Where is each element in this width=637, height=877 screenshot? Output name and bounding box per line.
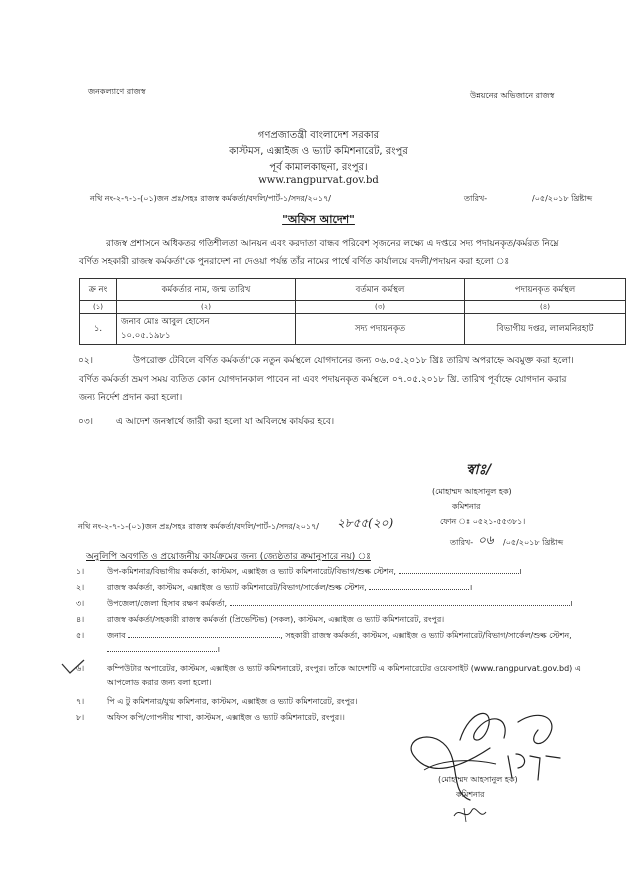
sig1-designation: কমিশনার bbox=[452, 502, 481, 511]
ref-number: নথি নং-২-৭-১-(০১)জন প্রঃ/সহঃ রাজস্ব কর্মকর্তা/বদলি/পার্ট-১/সদর/২০১৭/ bbox=[90, 194, 331, 203]
copy-text-8: অফিস কপি/গোপনীয় শাখা, কাস্টমস, এক্সাইজ ও ভ্যাট কমিশনারেট, রংপুর।। bbox=[107, 713, 345, 722]
table-header-row bbox=[80, 279, 626, 301]
ref-date-value: /০৫/২০১৮ খ্রিষ্টাব্দ bbox=[532, 194, 593, 203]
sig2-name: (মোহাম্মদ আহসানুল হক) bbox=[438, 775, 518, 784]
table-row bbox=[80, 314, 626, 345]
signature-mark: স্বাঃ/ bbox=[466, 462, 492, 478]
office-address: পূর্ব কামালকাছনা, রংপুর। bbox=[269, 162, 368, 173]
col-header-sl: ক্র নং bbox=[80, 279, 117, 301]
copy-num-4: ৪। bbox=[76, 615, 85, 624]
copy-heading: অনুলিপি অবগতি ও প্রয়োজনীয় কার্যক্রমের জন্য (জ্যেষ্ঠতার ক্রমানুসারে নয়) ঃ bbox=[86, 552, 371, 562]
ref2-date-label: তারিখ- bbox=[450, 538, 474, 547]
col-header-posted: পদায়নকৃত কর্মস্থল bbox=[465, 279, 626, 301]
order-title: "অফিস আদেশ" bbox=[282, 213, 355, 226]
initials-scribble-icon bbox=[450, 804, 490, 824]
copy-num-6: ৬। bbox=[76, 664, 85, 673]
col-num-2: (২) bbox=[117, 301, 296, 314]
copy-text-2: রাজস্ব কর্মকর্তা, কাস্টমস, এক্সাইজ ও ভ্যাট কমিশনারেট/বিভাগ/সার্কেল/শুল্ক স্টেশন, । bbox=[107, 583, 473, 592]
top-left-slogan: জনকল্যাণে রাজস্ব bbox=[88, 87, 146, 96]
para3-text: এ আদেশ জনস্বার্থে জারী করা হলো যা অবিলম্বে কার্যকর হবে। bbox=[116, 417, 335, 427]
copy-num-5: ৫। bbox=[76, 631, 85, 640]
intro-line-2: বর্ণিত সহকারী রাজস্ব কর্মকর্তা'কে পুনরাদেশ না দেওয়া পর্যন্ত তাঁর নামের পার্শ্বে বর্ণিত কার্যালয়ে বদলী/পদায়ন করা হলো ঃ bbox=[79, 257, 510, 267]
copy-text-3: উপজেলা/জেলা হিসাব রক্ষণ কর্মকর্তা, । bbox=[107, 599, 573, 608]
copy-text-5-cont: । bbox=[107, 644, 220, 655]
copy-text-4: রাজস্ব কর্মকর্তা/সহকারী রাজস্ব কর্মকর্তা (প্রিভেন্টিভ) (সকল), কাস্টমস, এক্সাইজ ও ভ্যাট কমিশনারেট, রংপুর। bbox=[107, 615, 445, 624]
website: www.rangpurvat.gov.bd bbox=[258, 175, 379, 186]
govt-name: গণপ্রজাতন্ত্রী বাংলাদেশ সরকার bbox=[257, 130, 380, 141]
copy-num-7: ৭। bbox=[76, 697, 85, 706]
copy-text-6-line-2: আপলোড করার জন্য বলা হলো। bbox=[107, 678, 212, 687]
col-num-1: (১) bbox=[80, 301, 117, 314]
ref2-number: নথি নং-২-৭-১-(০১)জন প্রঃ/সহঃ রাজস্ব কর্মকর্তা/বদলি/পার্ট-১/সদর/২০১৭/ bbox=[78, 522, 319, 531]
col-num-4: (৪) bbox=[465, 301, 626, 314]
copy-num-2: ২। bbox=[76, 583, 85, 592]
copy-num-1: ১। bbox=[76, 567, 85, 576]
transfer-table bbox=[79, 278, 626, 345]
para2-num: ০২। bbox=[78, 356, 93, 366]
copy-text-6-line-1: কম্পিউটার অপারেটর, কাস্টমস, এক্সাইজ ও ভ্যাট কমিশনারেট, রংপুর। তাঁকে আদেশটি এ কমিশনারেটের ওয়েবসাইট (www.rangpurvat.gov.bd) এ bbox=[107, 664, 581, 673]
ref-date-label: তারিখ- bbox=[464, 194, 488, 203]
para2-line-1: উপরোক্ত টেবিলে বর্ণিত কর্মকর্তা'কে নতুন কর্মস্থলে যোগদানের জন্য ০৬.০৫.২০১৮ খ্রিঃ তারিখ অপরাহ্নে অবমুক্ত করা হলো। bbox=[133, 356, 574, 366]
copy-num-3: ৩। bbox=[76, 599, 85, 608]
sig1-phone: ফোন ঃ ০৫২১-৫৫৩৮১। bbox=[440, 517, 526, 526]
para2-line-3: জন্য নির্দেশ প্রদান করা হলো। bbox=[79, 393, 183, 403]
row-current: সদ্য পদায়নকৃত bbox=[296, 314, 465, 345]
ref2-date-value: /০৫/২০১৮ খ্রিষ্টাব্দ bbox=[503, 538, 564, 547]
copy-text-7: পি এ টু কমিশনার/যুগ্ম কমিশনার, কাস্টমস, এক্সাইজ ও ভ্যাট কমিশনারেট, রংপুর। bbox=[107, 697, 358, 706]
col-num-3: (৩) bbox=[296, 301, 465, 314]
col-header-name: কর্মকর্তার নাম, জন্ম তারিখ bbox=[117, 279, 296, 301]
sig2-designation: কমিশনার bbox=[456, 790, 485, 799]
row-name-cell bbox=[117, 314, 296, 345]
para3-num: ০৩। bbox=[78, 417, 93, 427]
para2-line-2: বর্ণিত কর্মকর্তা ভ্রমণ সময় ব্যতিত কোন যোগদানকাল পাবেন না এবং পদায়নকৃত কর্মস্থলে ০৭.০৫.২০১৮ খ্রি. তারিখ পূর্বাহ্নে যোগদান করার bbox=[79, 375, 567, 385]
top-right-slogan: উন্নয়নের অভিজানে রাজস্ব bbox=[470, 91, 555, 100]
officer-name: জনাব মোঃ আবুল হোসেন bbox=[121, 317, 210, 327]
copy-text-5: জনাব , সহকারী রাজস্ব কর্মকর্তা, কাস্টমস, এক্সাইজ ও ভ্যাট কমিশনারেট/বিভাগ/সার্কেল/শুল্ক স্টেশন, bbox=[107, 631, 572, 640]
copy-num-8: ৮। bbox=[76, 713, 85, 722]
office-name: কাস্টমস, এক্সাইজ ও ভ্যাট কমিশনারেট, রংপুর bbox=[229, 146, 408, 157]
copy-text-1: উপ-কমিশনার/বিভাগীয় কর্মকর্তা, কাস্টমস, এক্সাইজ ও ভ্যাট কমিশনারেট/বিভাগ/শুল্ক স্টেশন, । bbox=[107, 567, 522, 576]
sig1-name: (মোহাম্মদ আহসানুল হক) bbox=[432, 487, 512, 496]
row-posted: বিভাগীয় দপ্তর, লালমনিরহাট bbox=[465, 314, 626, 345]
ref2-handwritten-day: ০৬ bbox=[478, 533, 494, 547]
table-colnum-row bbox=[80, 301, 626, 314]
col-header-current: বর্তমান কর্মস্থল bbox=[296, 279, 465, 301]
commissioner-signature-icon bbox=[400, 698, 570, 820]
ref2-handwritten-no: ২৮৫৫(২০) bbox=[337, 516, 394, 530]
row-sl: ১. bbox=[80, 314, 117, 345]
intro-line-1: রাজস্ব প্রশাসনে অধিকতর গতিশীলতা আনয়ন এবং করদাতা বান্ধব পরিবেশ সৃজনের লক্ষ্যে এ দপ্তরে সদ্য পদায়নকৃত/কর্মরত নিম্নে bbox=[106, 239, 559, 249]
officer-dob: ১০.০৫.১৯৮১ bbox=[121, 331, 171, 341]
